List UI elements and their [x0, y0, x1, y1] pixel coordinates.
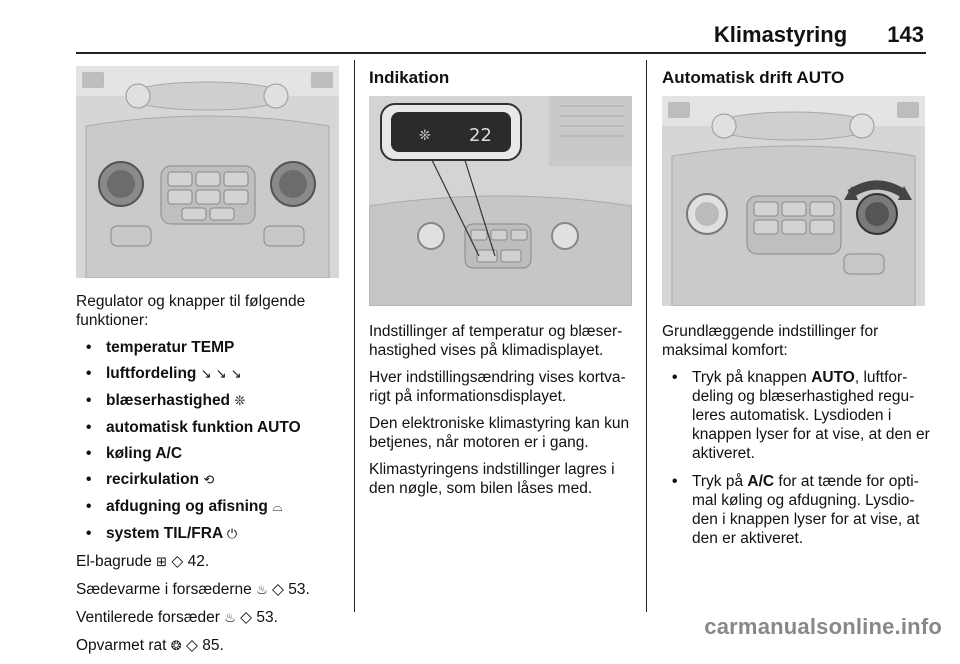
section-heading: Automatisk drift AUTO — [662, 68, 845, 87]
page-header — [714, 22, 924, 48]
page-ref-link[interactable]: ◇ 42. — [171, 553, 210, 570]
page-number: 143 — [887, 22, 924, 47]
column-middle — [369, 68, 635, 97]
power-icon: ⏻ — [226, 527, 238, 542]
display-temperature: 22 — [469, 125, 492, 146]
page-ref-link[interactable]: ◇ 53. — [240, 609, 278, 626]
fan-icon: ❊ — [234, 394, 246, 409]
list-item: • system TIL/FRA ⏻ — [76, 524, 346, 544]
seat-heat-icon: ♨ — [256, 583, 268, 598]
ref-line: Opvarmet rat ❂ ◇ 85. — [76, 637, 224, 654]
list-item: • blæserhastighed ❊ — [76, 391, 346, 411]
climate-display-illustration — [369, 96, 632, 306]
page-ref-link[interactable]: ◇ 53. — [272, 581, 310, 598]
column-divider-1 — [354, 60, 355, 612]
paragraph: Klimastyringens indstillinger lagres i den nøgle, som bilen låses med. — [369, 461, 615, 497]
list-item: • temperatur TEMP — [76, 338, 346, 357]
paragraph: Hver indstillingsændring vises kortva-rigt på informationsdisplayet. — [369, 369, 626, 405]
section-heading: Indikation — [369, 68, 450, 87]
column-left — [76, 292, 346, 664]
climate-panel-illustration — [76, 66, 339, 278]
function-list — [76, 338, 346, 544]
ref-line: El-bagrude ⊞ ◇ 42. — [76, 553, 210, 570]
list-item: • Tryk på A/C for at tænde for opti-mal køling og afdugning. Lysdio-den i knappen lyser for at vise, at den er aktiveret. — [662, 472, 930, 548]
ref-line: Ventilerede forsæder ♨ ◇ 53. — [76, 609, 278, 626]
column-right — [662, 68, 928, 97]
intro-text: Regulator og knapper til følgende funktioner: — [76, 293, 306, 329]
list-item: • Tryk på knappen AUTO, luftfor-deling og blæserhastighed regu-leres automatisk. Lysdioden i knappen lyser for at vise, at den er aktiveret. — [662, 368, 930, 463]
recirculation-icon: ⟲ — [203, 473, 215, 488]
column-middle-text — [369, 322, 639, 506]
header-rule — [76, 52, 926, 54]
rear-window-heat-icon: ⊞ — [156, 555, 168, 570]
list-item: • køling A/C — [76, 444, 346, 463]
paragraph: Den elektroniske klimastyring kan kun betjenes, når motoren er i gang. — [369, 415, 630, 451]
chapter-title: Klimastyring — [713, 22, 848, 47]
ref-line: Sædevarme i forsæderne ♨ ◇ 53. — [76, 581, 310, 598]
steering-wheel-heat-icon: ❂ — [170, 639, 182, 654]
list-item: • luftfordeling ↘ ↘ ↘ — [76, 364, 346, 384]
defrost-icon: ⌓ — [272, 500, 283, 515]
intro-text: Grundlæggende indstillinger for maksimal komfort: — [662, 323, 879, 359]
air-distribution-icon: ↘ ↘ ↘ — [200, 367, 242, 382]
list-item: • automatisk funktion AUTO — [76, 418, 346, 437]
page-ref-link[interactable]: ◇ 85. — [185, 637, 224, 654]
list-item: • recirkulation ⟲ — [76, 470, 346, 490]
seat-vent-icon: ♨ — [224, 611, 236, 626]
column-right-text — [662, 322, 930, 557]
list-item: • afdugning og afisning ⌓ — [76, 497, 346, 517]
column-divider-2 — [646, 60, 647, 612]
paragraph: Indstillinger af temperatur og blæser-hastighed vises på klimadisplayet. — [369, 323, 623, 359]
auto-knob-illustration — [662, 96, 925, 306]
instruction-list — [662, 368, 930, 548]
watermark[interactable]: carmanualsonline.info — [704, 614, 942, 639]
svg-text:❊: ❊ — [419, 128, 431, 144]
